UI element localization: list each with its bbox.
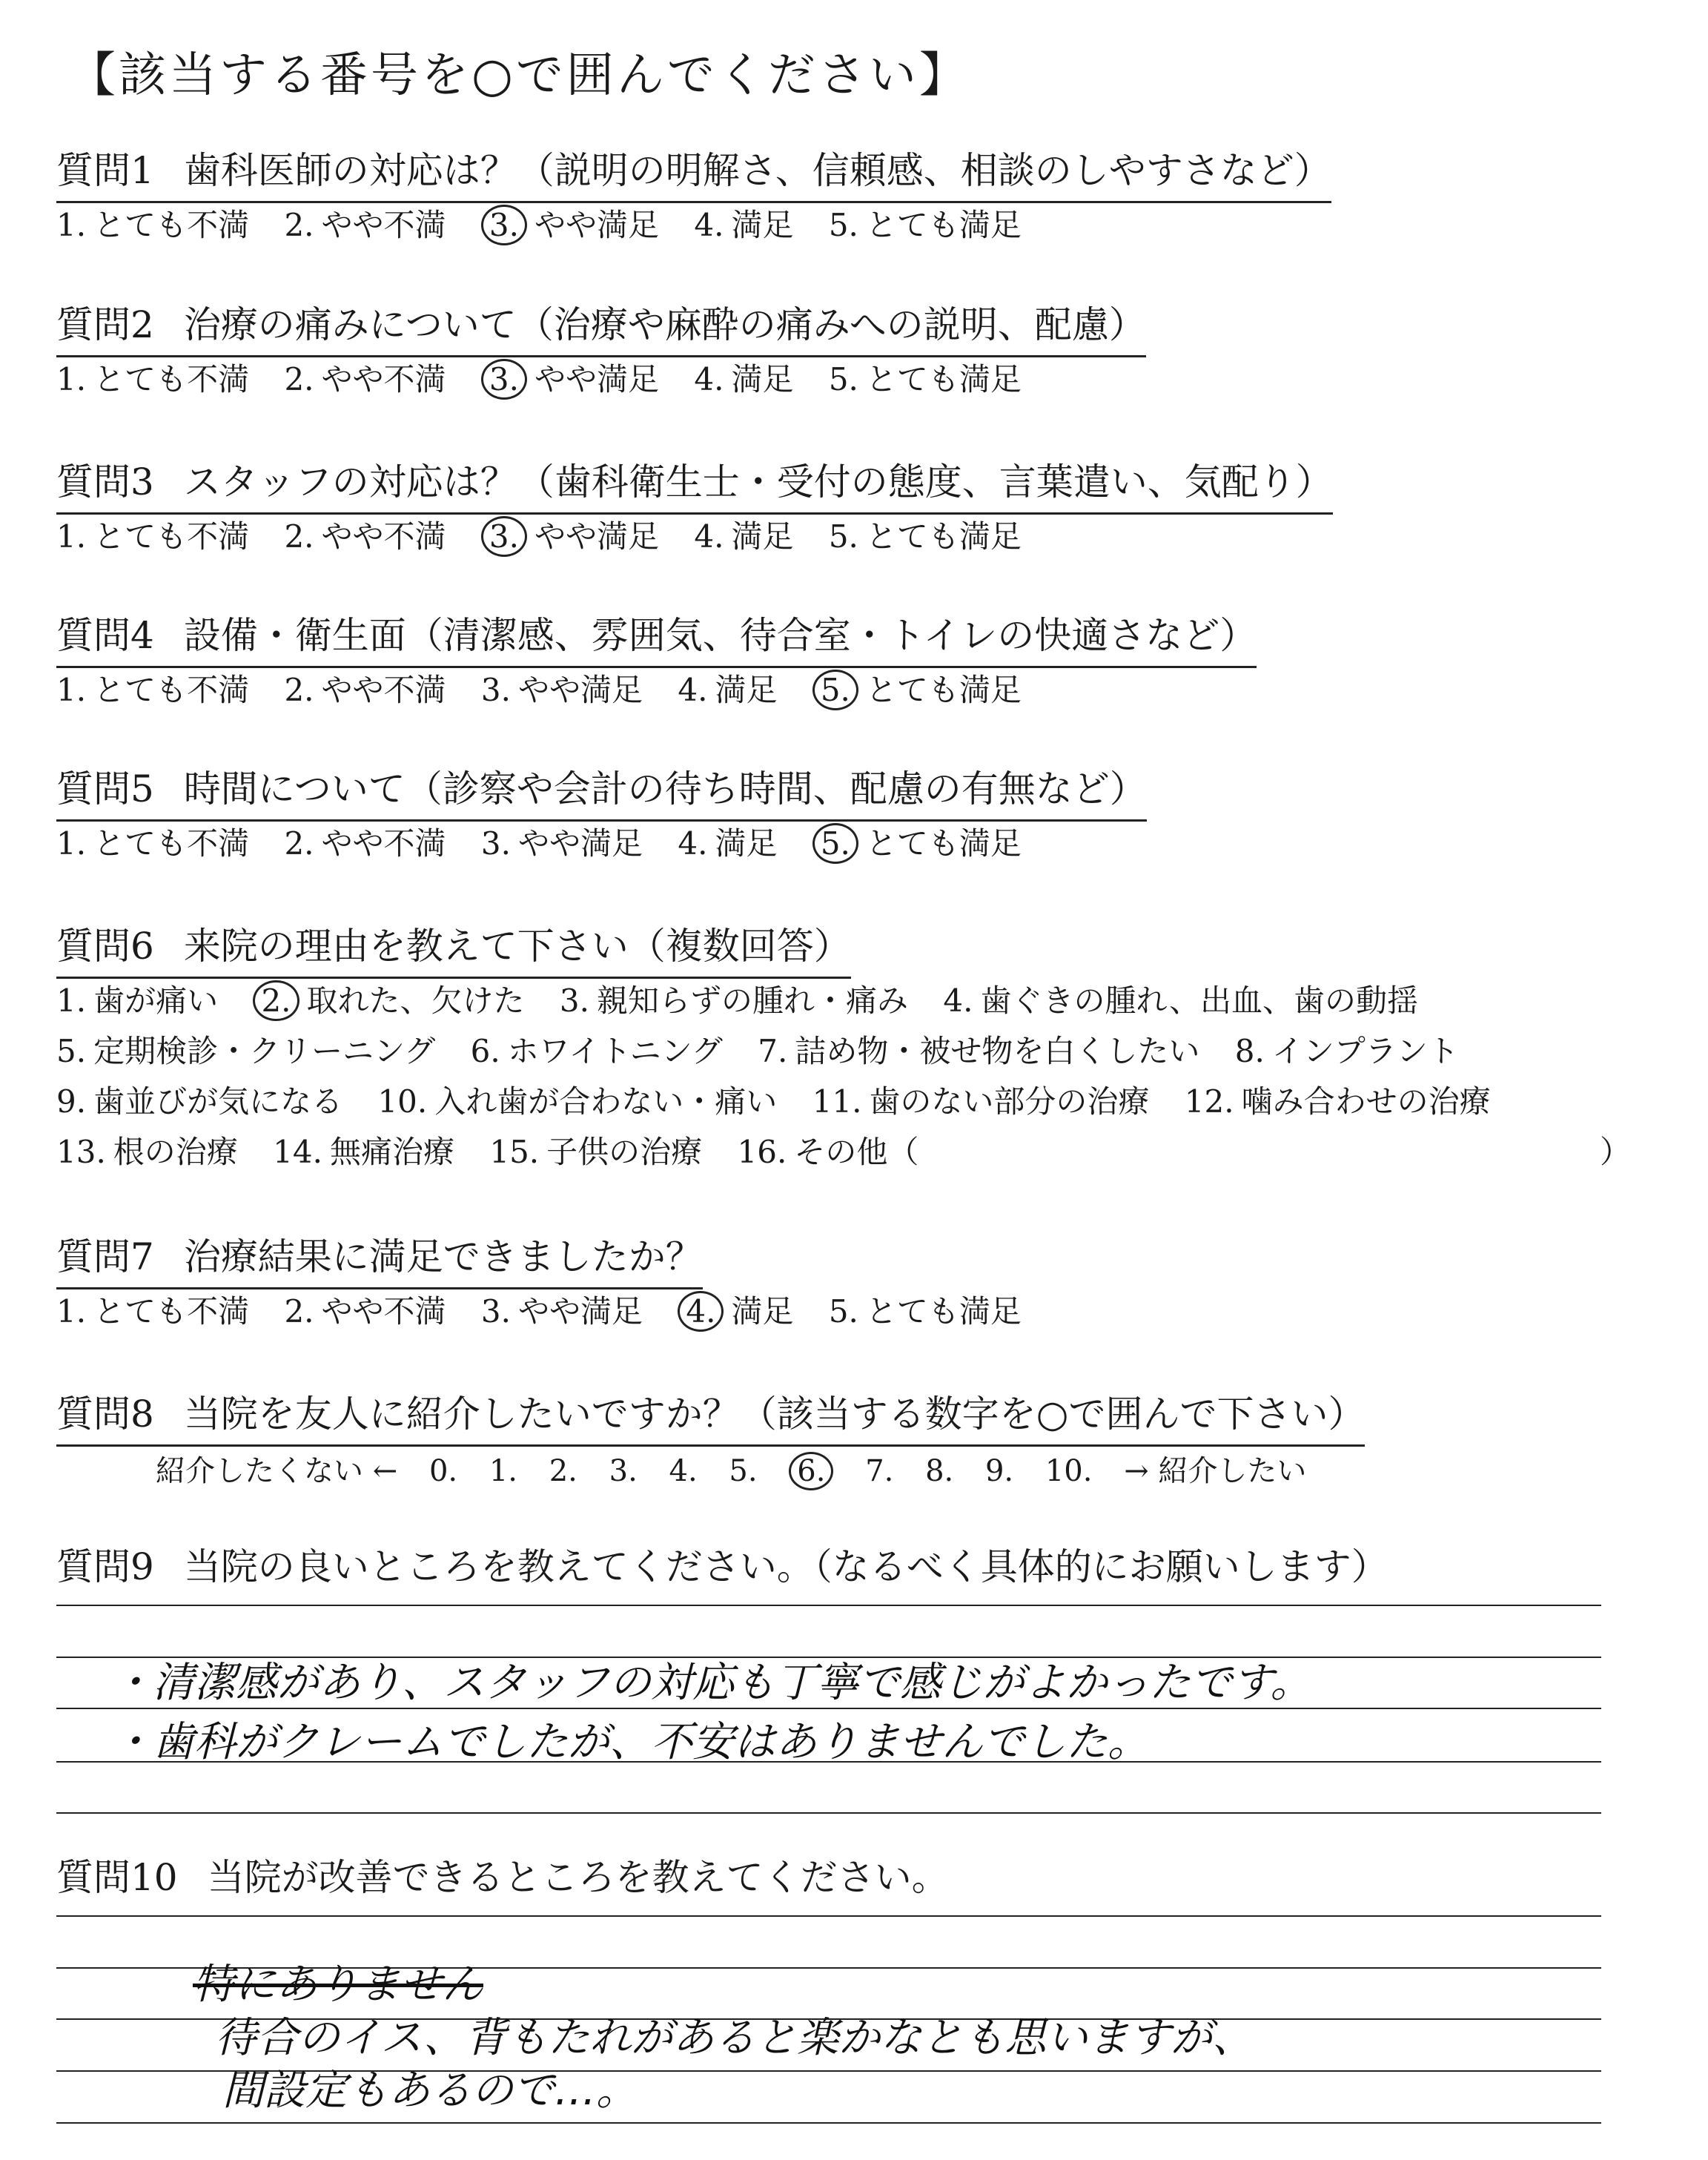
question-number: 質問3 [56, 460, 154, 503]
question-5-title [56, 763, 1147, 822]
scale-2[interactable]: 2. [549, 1454, 577, 1488]
option-1[interactable]: 1. とても不満 [56, 672, 250, 708]
option-1[interactable]: 1. とても不満 [56, 825, 250, 862]
option-4-selected[interactable]: 4. 満足 [678, 1291, 793, 1332]
question-2-options [56, 359, 1047, 400]
option-2[interactable]: 2. やや不満 [284, 672, 446, 708]
reason-9[interactable]: 9. 歯並びが気になる [56, 1083, 343, 1120]
option-2[interactable]: 2. やや不満 [284, 207, 446, 243]
option-4[interactable]: 4. 満足 [694, 207, 794, 243]
option-2[interactable]: 2. やや不満 [284, 518, 446, 555]
reason-12[interactable]: 12. 噛み合わせの治療 [1184, 1083, 1491, 1120]
scale-0[interactable]: 0. [428, 1454, 458, 1488]
question-number: 質問5 [56, 767, 154, 810]
question-1-title [56, 145, 1331, 203]
option-4[interactable]: 4. 満足 [678, 825, 778, 862]
reason-10[interactable]: 10. 入れ歯が合わない・痛い [377, 1083, 778, 1120]
answer-line [56, 1915, 1601, 1917]
scale-9[interactable]: 9. [984, 1454, 1014, 1488]
question-text: 時間について（診察や会計の待ち時間、配慮の有無など） [183, 767, 1147, 810]
option-5[interactable]: 5. とても満足 [828, 1293, 1022, 1330]
answer-line [56, 1812, 1601, 1814]
option-4[interactable]: 4. 満足 [694, 518, 794, 555]
reason-7[interactable]: 7. 詰め物・被せ物を白くしたい [758, 1033, 1200, 1069]
handwritten-answer-9-line-1[interactable]: ・清潔感があり、スタッフの対応も丁寧で感じがよかったです。 [111, 1659, 1312, 1707]
question-7-options [56, 1291, 1047, 1332]
option-3-selected[interactable]: 3. やや満足 [481, 205, 659, 246]
reason-1[interactable]: 1. 歯が痛い [56, 982, 219, 1019]
question-6-row-3 [56, 1081, 1516, 1123]
answer-line [56, 2122, 1601, 2124]
question-number: 質問6 [56, 925, 154, 968]
question-number: 質問7 [56, 1235, 154, 1278]
reason-3[interactable]: 3. 親知らずの腫れ・痛み [559, 982, 908, 1019]
reason-15[interactable]: 15. 子供の治療 [489, 1134, 703, 1170]
scale-left-label: 紹介したくない ← [156, 1454, 398, 1488]
scale-4[interactable]: 4. [669, 1454, 698, 1488]
question-8-title [56, 1388, 1365, 1447]
scale-5[interactable]: 5. [729, 1454, 758, 1488]
option-1[interactable]: 1. とても不満 [56, 361, 250, 397]
scale-7[interactable]: 7. [865, 1454, 894, 1488]
option-2[interactable]: 2. やや不満 [284, 361, 446, 397]
option-1[interactable]: 1. とても不満 [56, 207, 250, 243]
question-10-title [56, 1852, 949, 1908]
scale-6-selected[interactable]: 6. [789, 1452, 833, 1490]
reason-2-selected[interactable]: 2. 取れた、欠けた [253, 980, 524, 1022]
reason-6[interactable]: 6. ホワイトニング [470, 1033, 723, 1069]
question-5-options [56, 823, 1047, 865]
question-6-row-2 [56, 1031, 1484, 1072]
question-text: 来院の理由を教えて下さい（複数回答） [183, 925, 851, 968]
scale-10[interactable]: 10. [1045, 1454, 1093, 1488]
question-number: 質問10 [56, 1856, 178, 1899]
reason-14[interactable]: 14. 無痛治療 [273, 1134, 454, 1170]
option-2[interactable]: 2. やや不満 [284, 1293, 446, 1330]
reason-16-other[interactable]: 16. その他（ [737, 1134, 919, 1170]
other-close-paren: ） [1600, 1134, 1632, 1170]
option-3-selected[interactable]: 3. やや満足 [481, 516, 659, 558]
option-4[interactable]: 4. 満足 [694, 361, 794, 397]
option-3[interactable]: 3. やや満足 [480, 825, 643, 862]
question-number: 質問8 [56, 1393, 154, 1436]
scale-right-label: → 紹介したい [1124, 1454, 1307, 1488]
handwritten-answer-10-line-3[interactable]: 間設定もあるので…。 [222, 2067, 638, 2115]
question-6-row-4 [56, 1132, 944, 1173]
reason-4[interactable]: 4. 歯ぐきの腫れ、出血、歯の動揺 [943, 982, 1418, 1019]
option-5-selected[interactable]: 5. とても満足 [812, 670, 1022, 711]
handwritten-answer-9-line-2[interactable]: ・歯科がクレームでしたが、不安はありませんでした。 [111, 1718, 1149, 1766]
question-number: 質問1 [56, 149, 154, 192]
question-text: スタッフの対応は？（歯科衛生士・受付の態度、言葉遣い、気配り） [183, 460, 1333, 503]
option-3[interactable]: 3. やや満足 [480, 1293, 643, 1330]
question-4-options [56, 670, 1047, 711]
question-number: 質問2 [56, 303, 154, 346]
option-5[interactable]: 5. とても満足 [828, 361, 1022, 397]
question-3-options [56, 516, 1047, 558]
option-3[interactable]: 3. やや満足 [480, 672, 643, 708]
reason-5[interactable]: 5. 定期検診・クリーニング [56, 1033, 436, 1069]
scale-3[interactable]: 3. [609, 1454, 638, 1488]
question-text: 治療結果に満足できましたか？ [183, 1235, 703, 1278]
scale-1[interactable]: 1. [489, 1454, 518, 1488]
question-4-title [56, 610, 1257, 668]
question-2-title [56, 299, 1146, 357]
option-3-selected[interactable]: 3. やや満足 [481, 359, 659, 400]
option-1[interactable]: 1. とても不満 [56, 1293, 250, 1330]
option-2[interactable]: 2. やや不満 [284, 825, 446, 862]
answer-line [56, 1605, 1601, 1606]
option-5-selected[interactable]: 5. とても満足 [812, 823, 1022, 865]
reason-11[interactable]: 11. 歯のない部分の治療 [812, 1083, 1150, 1120]
question-7-title [56, 1231, 703, 1289]
question-3-title [56, 456, 1333, 515]
recommend-scale [156, 1447, 1328, 1490]
handwritten-answer-10-struck[interactable]: 特にありません [193, 1961, 483, 2009]
question-6-title [56, 920, 851, 979]
question-text: 治療の痛みについて（治療や麻酔の痛みへの説明、配慮） [183, 303, 1146, 346]
question-text: 歯科医師の対応は？（説明の明解さ、信頼感、相談のしやすさなど） [183, 149, 1331, 192]
option-4[interactable]: 4. 満足 [678, 672, 778, 708]
question-text: 設備・衛生面（清潔感、雰囲気、待合室・トイレの快適さなど） [183, 614, 1257, 657]
question-number: 質問4 [56, 614, 154, 657]
handwritten-answer-10-line-2[interactable]: 待合のイス、背もたれがあると楽かなとも思いますが、 [215, 2014, 1254, 2062]
option-5[interactable]: 5. とても満足 [828, 207, 1022, 243]
option-1[interactable]: 1. とても不満 [56, 518, 250, 555]
question-6-row-1 [56, 980, 1443, 1022]
page-title: 【該当する番号を○で囲んでください】 [68, 48, 970, 103]
question-1-options [56, 205, 1047, 246]
question-number: 質問9 [56, 1545, 154, 1588]
scale-8[interactable]: 8. [925, 1454, 954, 1488]
question-9-title [56, 1541, 1388, 1597]
question-text: 当院が改善できるところを教えてください。 [207, 1856, 949, 1899]
option-5[interactable]: 5. とても満足 [828, 518, 1022, 555]
reason-13[interactable]: 13. 根の治療 [56, 1134, 238, 1170]
question-text: 当院の良いところを教えてください。（なるべく具体的にお願いします） [183, 1545, 1388, 1588]
reason-8[interactable]: 8. インプラント [1234, 1033, 1459, 1069]
question-text: 当院を友人に紹介したいですか？（該当する数字を○で囲んで下さい） [183, 1393, 1366, 1436]
